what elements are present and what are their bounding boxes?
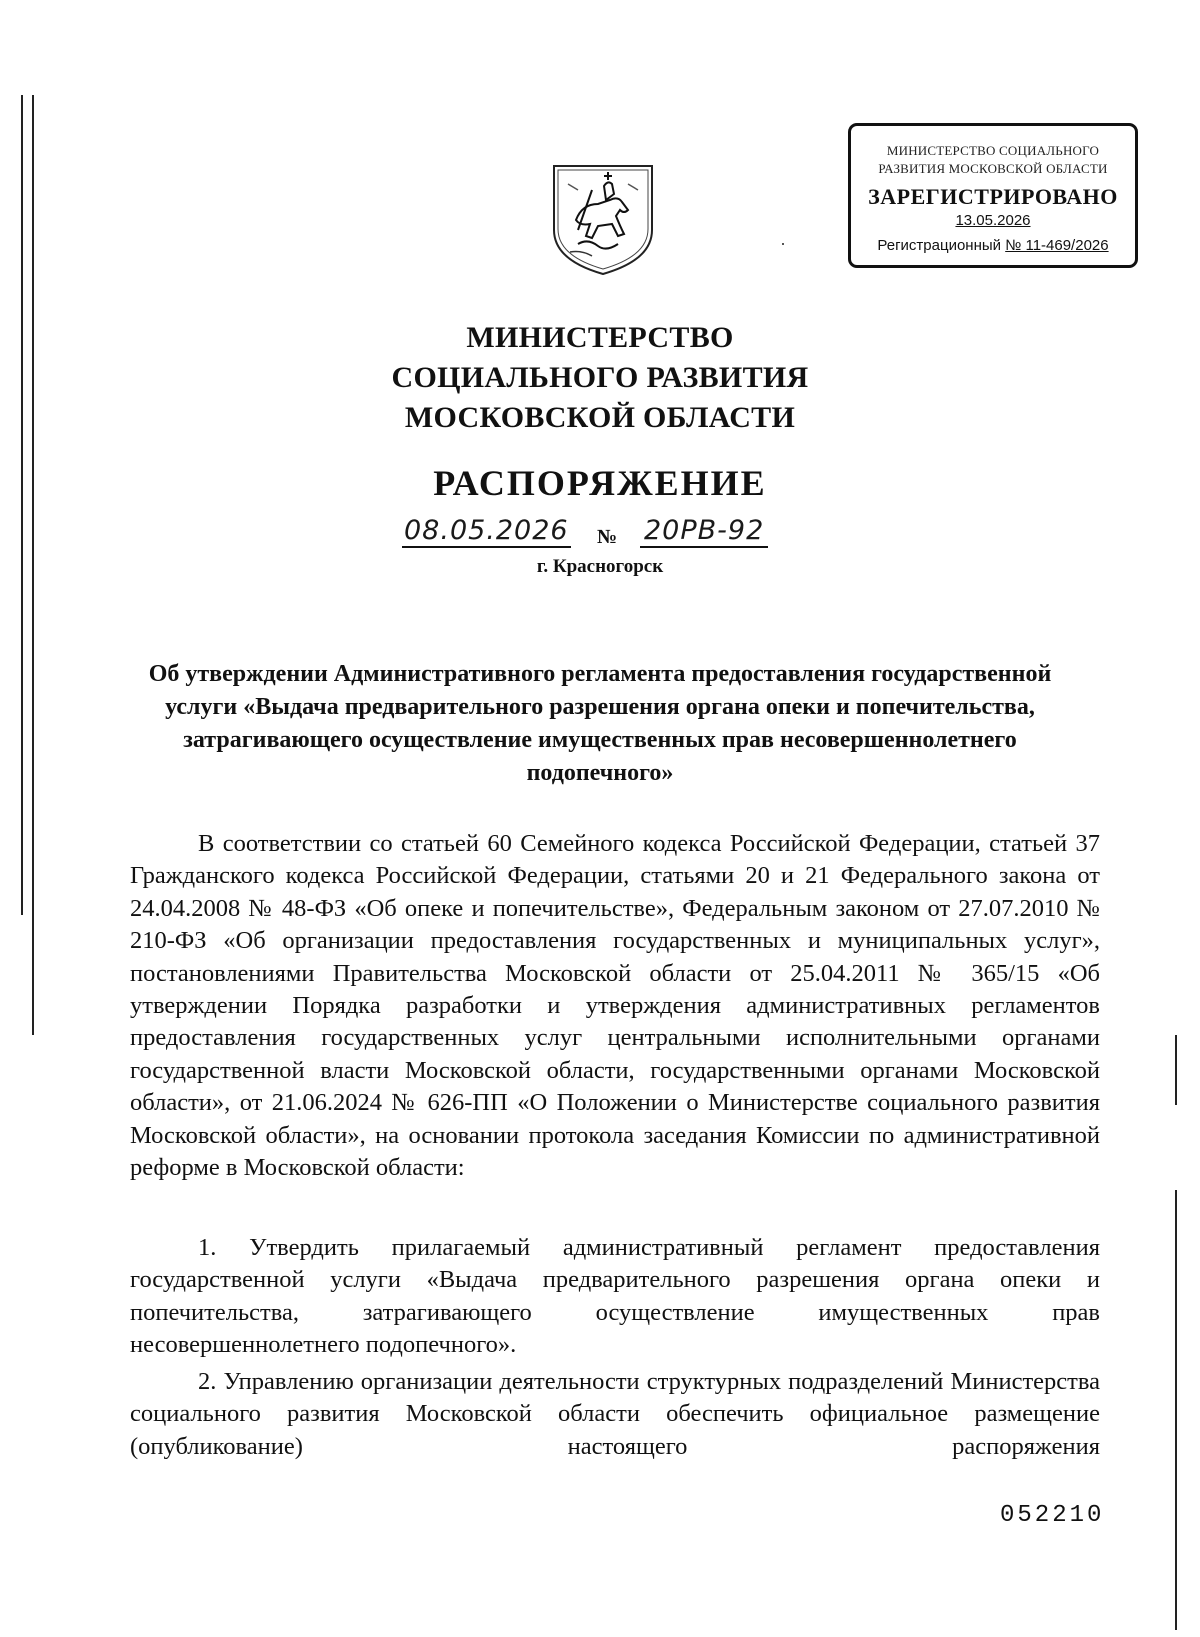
org-line-1: МИНИСТЕРСТВО — [466, 321, 734, 354]
stamp-org-line1: МИНИСТЕРСТВО СОЦИАЛЬНОГО — [886, 143, 1100, 158]
org-line-3: МОСКОВСКОЙ ОБЛАСТИ — [404, 401, 796, 434]
stamp-date: 13.05.2026 — [955, 212, 1031, 229]
registration-stamp — [848, 123, 1138, 268]
scan-edge-line — [1175, 1190, 1177, 1630]
handwritten-date: 08.05.2026 — [404, 515, 569, 546]
document-type: РАСПОРЯЖЕНИЕ — [433, 463, 767, 503]
stamp-org-line2: РАЗВИТИЯ МОСКОВСКОЙ ОБЛАСТИ — [878, 161, 1108, 176]
handwritten-document-number: 20РВ-92 — [640, 516, 768, 548]
page-code: 052210 — [1000, 1502, 1105, 1529]
scan-speck — [782, 243, 784, 245]
scan-edge-line — [21, 95, 23, 915]
stamp-reg-number: № 11-469/2026 — [1005, 237, 1109, 254]
paragraph-preamble: В соответствии со статьей 60 Семейного кодекса Российской Федерации, статьей 37 Гражданского кодекса Российской Федерации, статьями 20 и 21 Федерального закона от 24.04.2008 № 48-ФЗ «Об опеке и попечительстве», Федеральным законом от 27.07.2010 № 210-ФЗ «Об организации предоставления государственных и муниципальных услуг», постановлениями Правительства Московской области от 25.04.2011 № 365/15 «Об утверждении Порядка разработки и утверждения административных регламентов предоставления государственных услуг центральными исполнительными органами государственной власти Московской области, государственными органами Московской области», от 21.06.2024 № 626-ПП «О Положении о Министерстве социального развития Московской области», на основании протокола заседания Комиссии по административной реформе в Московской области: — [130, 830, 1100, 1182]
stamp-registration — [851, 237, 1135, 254]
stamp-title: ЗАРЕГИСТРИРОВАНО — [868, 184, 1118, 209]
paragraph-item-2: 2. Управлению организации деятельности структурных подразделений Министерства социального развития Московской области обеспечить официальное размещение (опубликование) настоящего распоряжения — [130, 1368, 1100, 1460]
city: г. Красногорск — [536, 556, 664, 577]
organization-name — [300, 318, 900, 438]
org-line-2: СОЦИАЛЬНОГО РАЗВИТИЯ — [391, 361, 809, 394]
moscow-region-coat-of-arms-icon — [548, 160, 658, 278]
number-sign: № — [597, 526, 618, 548]
scan-edge-line — [1175, 1035, 1177, 1105]
stamp-reg-label: Регистрационный — [877, 237, 1006, 254]
paragraph-item-1: 1. Утвердить прилагаемый административный регламент предоставления государственной услуги «Выдача предварительного разрешения органа опеки и попечительства, затрагивающего осуществление имущественных прав несовершеннолетнего подопечного». — [130, 1234, 1100, 1359]
document-subject: Об утверждении Административного регламента предоставления государственной услуги «Выдача предварительного разрешения органа опеки и попечительства, затрагивающего осуществление имущественных прав несовершеннолетнего подопечного» — [148, 661, 1052, 786]
scan-edge-line — [32, 95, 34, 1035]
